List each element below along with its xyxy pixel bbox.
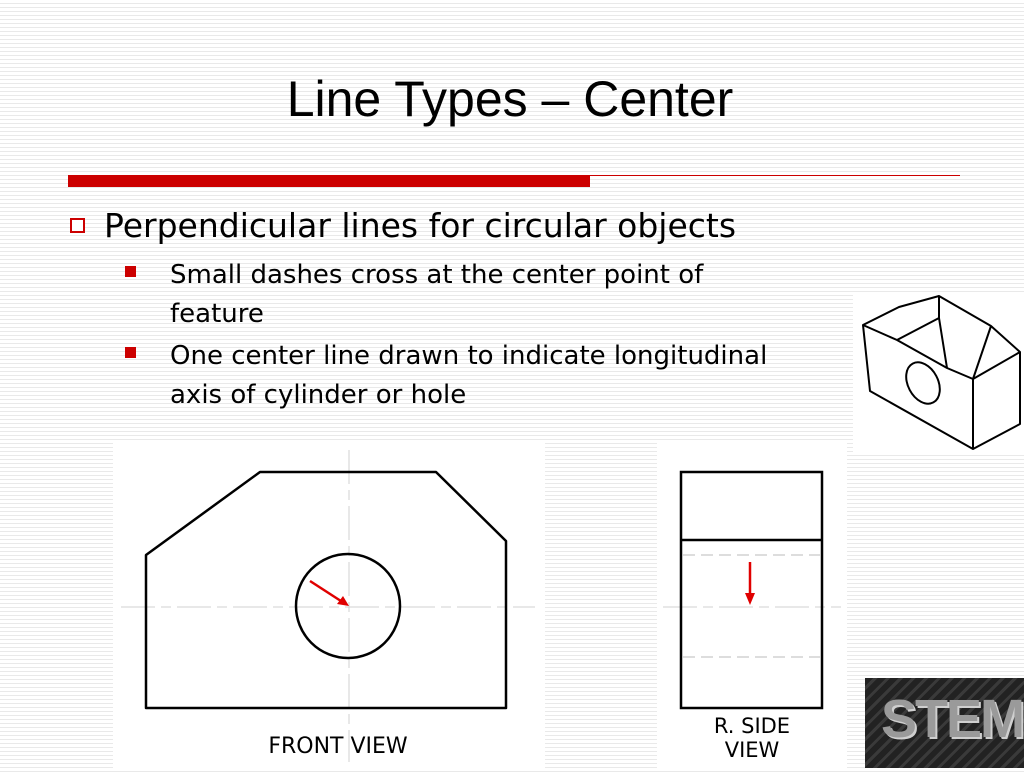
sub-bullet-2-text: One center line drawn to indicate longitudinal axis of cylinder or hole [170, 341, 768, 410]
front-view-panel [113, 440, 545, 768]
front-view-label: FRONT VIEW [268, 734, 408, 759]
sub-bullet-1-text: Small dashes cross at the center point of feature [170, 260, 704, 329]
title-divider-thin [590, 175, 960, 176]
filled-square-bullet-icon [125, 347, 136, 358]
bullet-main-text: Perpendicular lines for circular objects [104, 206, 737, 245]
filled-square-bullet-icon [125, 266, 136, 277]
side-view-panel [657, 440, 847, 768]
title-divider-thick [68, 175, 590, 187]
sub-bullet-2 [125, 337, 900, 415]
sub-bullet-1 [125, 256, 900, 334]
side-view-drawing [657, 440, 847, 730]
red-arrow-icon [310, 581, 349, 606]
stem-logo-text: STEM [881, 689, 1024, 749]
bullet-main [70, 205, 736, 247]
hollow-square-bullet-icon [70, 218, 85, 233]
front-view-drawing [113, 440, 545, 768]
slide-title: Line Types – Center [286, 71, 734, 127]
red-arrow-icon [745, 562, 755, 605]
side-view-label: R. SIDE VIEW [713, 714, 791, 762]
stem-logo [865, 678, 1024, 768]
isometric-part-drawing [853, 292, 1024, 452]
